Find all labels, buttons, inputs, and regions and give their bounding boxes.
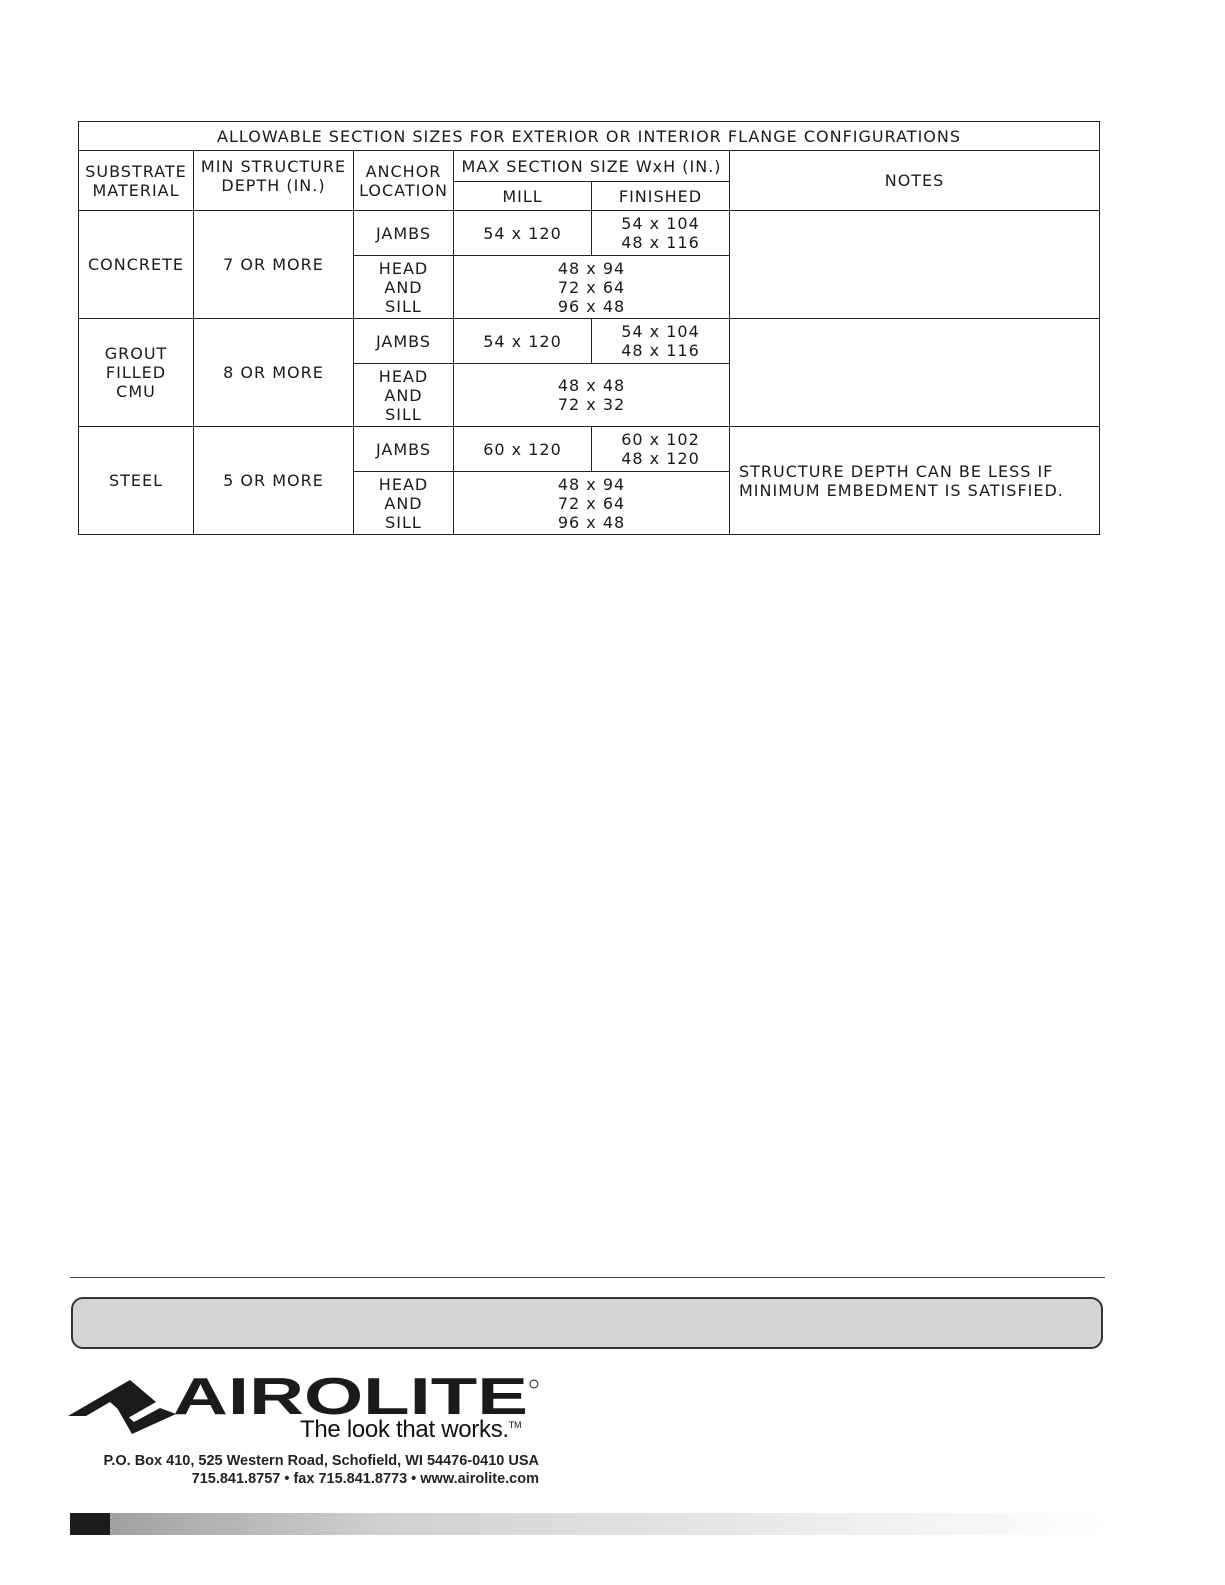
anchor-cell: HEAD AND SILL: [354, 472, 454, 535]
finished-cell: 54 x 104 48 x 116: [592, 319, 730, 364]
substrate-cell: STEEL: [79, 427, 194, 535]
contact-line: 715.841.8757 • fax 715.841.8773 • www.airolite.com: [191, 1471, 539, 1487]
substrate-cell: GROUT FILLED CMU: [79, 319, 194, 427]
tagline: The look that works.™: [300, 1416, 522, 1443]
anchor-cell: HEAD AND SILL: [354, 364, 454, 427]
notes-cell: [730, 319, 1100, 427]
trademark-mark: TM: [508, 1420, 522, 1430]
table-title: ALLOWABLE SECTION SIZES FOR EXTERIOR OR INTERIOR FLANGE CONFIGURATIONS: [79, 122, 1100, 151]
table-row: [79, 427, 1100, 472]
header-min-depth: MIN STRUCTURE DEPTH (IN.): [194, 151, 354, 211]
company-address-block: [104, 1452, 539, 1488]
footer-gradient-strip: [70, 1513, 1110, 1535]
head-sizes-cell: 48 x 48 72 x 32: [454, 364, 730, 427]
anchor-cell: JAMBS: [354, 319, 454, 364]
anchor-cell: JAMBS: [354, 427, 454, 472]
header-max-size: MAX SECTION SIZE WxH (IN.): [454, 151, 730, 182]
substrate-cell: CONCRETE: [79, 211, 194, 319]
address-line: P.O. Box 410, 525 Western Road, Schofield, WI 54476-0410 USA: [103, 1453, 539, 1469]
table-row: [79, 319, 1100, 364]
mill-cell: 54 x 120: [454, 211, 592, 256]
finished-cell: 60 x 102 48 x 120: [592, 427, 730, 472]
depth-cell: 5 OR MORE: [194, 427, 354, 535]
footer-divider: [70, 1277, 1105, 1278]
head-sizes-cell: 48 x 94 72 x 64 96 x 48: [454, 472, 730, 535]
footer-banner-bar: [71, 1297, 1103, 1349]
page-marker-block: [70, 1513, 110, 1535]
header-anchor: ANCHOR LOCATION: [354, 151, 454, 211]
header-mill: MILL: [454, 182, 592, 211]
anchor-cell: JAMBS: [354, 211, 454, 256]
notes-cell: STRUCTURE DEPTH CAN BE LESS IF MINIMUM EMBEDMENT IS SATISFIED.: [730, 427, 1100, 535]
header-notes: NOTES: [730, 151, 1100, 211]
depth-cell: 7 OR MORE: [194, 211, 354, 319]
header-finished: FINISHED: [592, 182, 730, 211]
depth-cell: 8 OR MORE: [194, 319, 354, 427]
svg-text:AIROLITE: AIROLITE: [173, 1372, 528, 1426]
head-sizes-cell: 48 x 94 72 x 64 96 x 48: [454, 256, 730, 319]
finished-cell: 54 x 104 48 x 116: [592, 211, 730, 256]
header-substrate: SUBSTRATE MATERIAL: [79, 151, 194, 211]
table-row: [79, 211, 1100, 256]
mill-cell: 54 x 120: [454, 319, 592, 364]
section-sizes-table: [78, 121, 1100, 535]
mill-cell: 60 x 120: [454, 427, 592, 472]
anchor-cell: HEAD AND SILL: [354, 256, 454, 319]
notes-cell: [730, 211, 1100, 319]
